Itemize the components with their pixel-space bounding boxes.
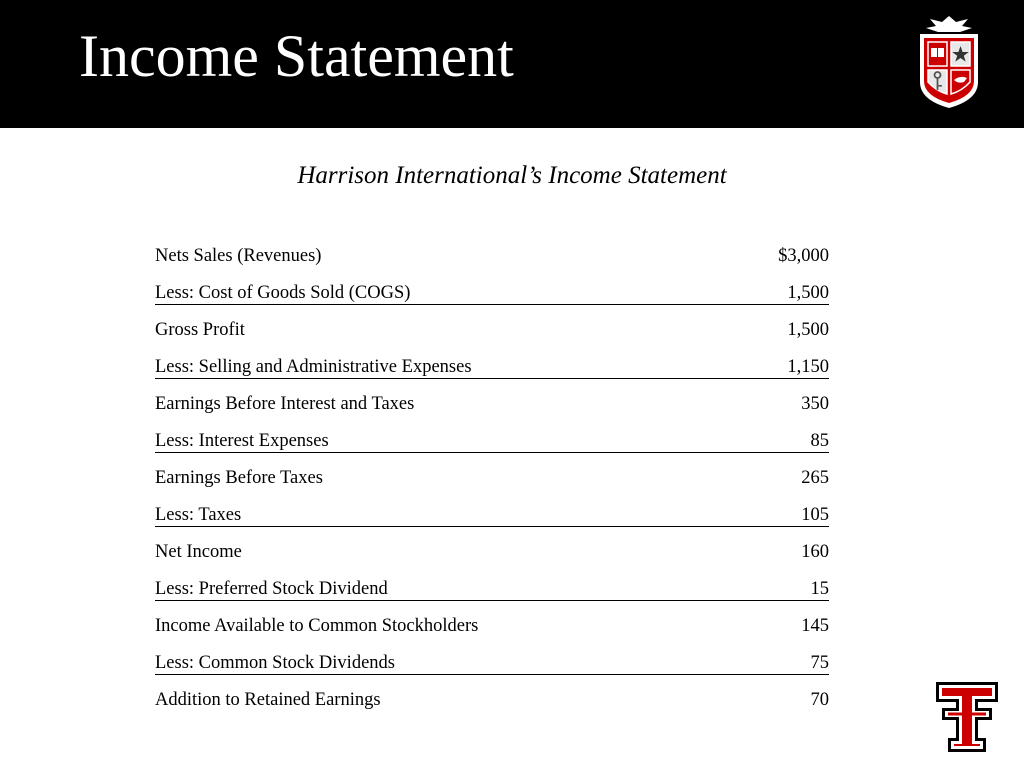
line-item-label: Earnings Before Taxes: [155, 468, 323, 488]
line-item-label: Less: Cost of Goods Sold (COGS): [155, 283, 411, 303]
statement-row: [155, 386, 829, 423]
statement-row: [155, 682, 829, 719]
statement-row: [155, 460, 829, 497]
university-seal-icon: [912, 12, 986, 112]
line-item-amount: $3,000: [778, 246, 829, 266]
line-item-label: Nets Sales (Revenues): [155, 246, 322, 266]
line-item-label: Less: Common Stock Dividends: [155, 653, 395, 673]
statement-row: [155, 645, 829, 682]
line-item-amount: 15: [810, 579, 829, 599]
line-item-amount: 75: [810, 653, 829, 673]
statement-row: [155, 312, 829, 349]
statement-subtitle: Harrison International’s Income Statement: [297, 162, 727, 189]
statement-row: [155, 608, 829, 645]
statement-row: [155, 534, 829, 571]
line-item-amount: 85: [810, 431, 829, 451]
line-item-label: Income Available to Common Stockholders: [155, 616, 479, 636]
line-item-label: Gross Profit: [155, 320, 245, 340]
line-item-label: Earnings Before Interest and Taxes: [155, 394, 415, 414]
statement-row: [155, 238, 829, 275]
line-item-amount: 105: [801, 505, 829, 525]
statement-row: [155, 571, 829, 608]
line-item-amount: 350: [801, 394, 829, 414]
double-t-logo-icon: [934, 678, 1000, 754]
line-item-amount: 1,500: [787, 320, 829, 340]
statement-row: [155, 349, 829, 386]
line-item-amount: 160: [801, 542, 829, 562]
line-item-label: Less: Taxes: [155, 505, 242, 525]
line-item-amount: 265: [801, 468, 829, 488]
statement-row: [155, 275, 829, 312]
line-item-label: Less: Preferred Stock Dividend: [155, 579, 388, 599]
line-item-label: Less: Selling and Administrative Expenses: [155, 357, 472, 377]
line-item-label: Less: Interest Expenses: [155, 431, 329, 451]
line-item-label: Addition to Retained Earnings: [155, 690, 381, 710]
slide-title: Income Statement: [79, 23, 514, 89]
line-item-amount: 70: [810, 690, 829, 710]
statement-row: [155, 423, 829, 460]
line-item-label: Net Income: [155, 542, 242, 562]
line-item-amount: 1,500: [787, 283, 829, 303]
statement-row: [155, 497, 829, 534]
line-item-amount: 145: [801, 616, 829, 636]
line-item-amount: 1,150: [787, 357, 829, 377]
income-statement-table: [155, 238, 829, 719]
title-bar: [0, 0, 1024, 128]
